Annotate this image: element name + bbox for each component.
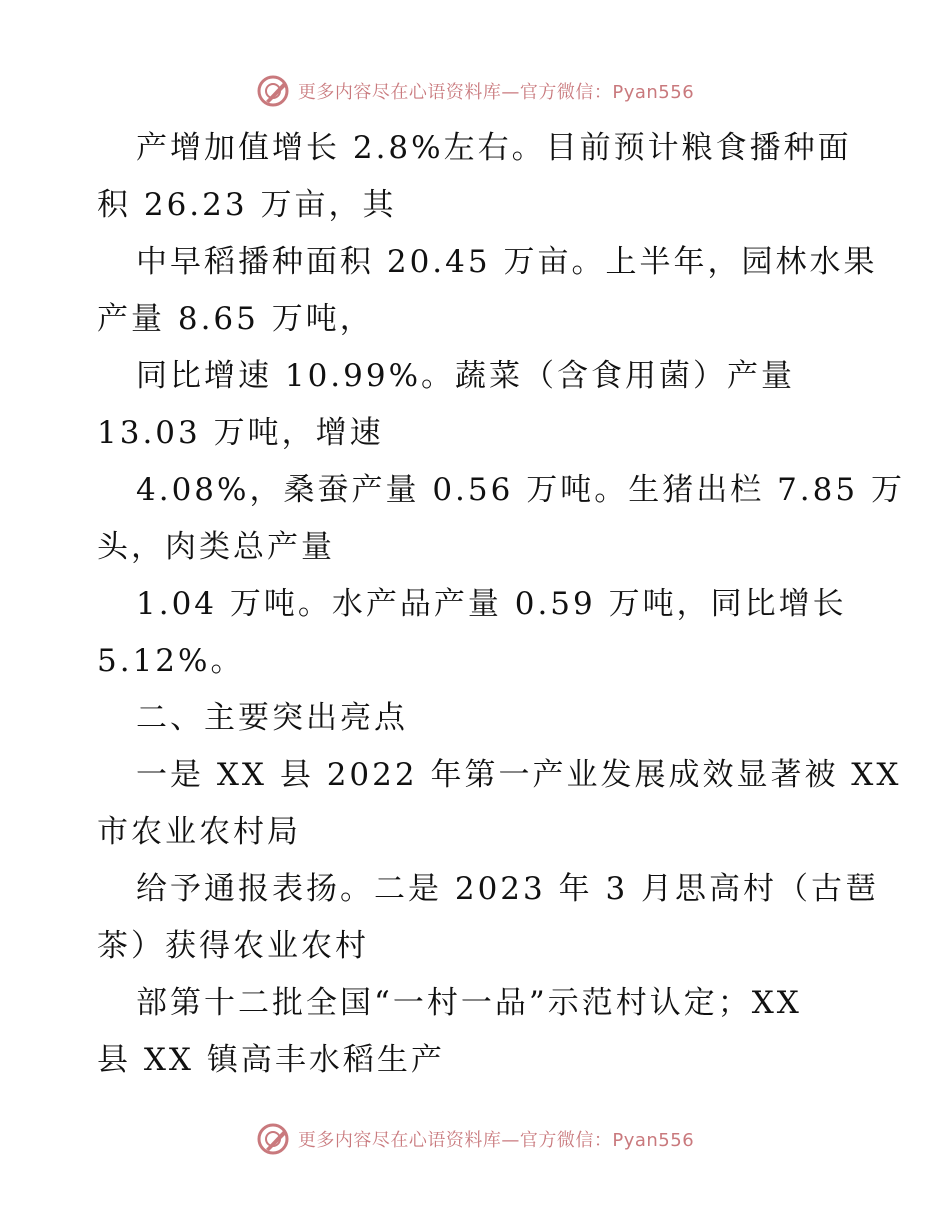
document-body: [97, 120, 905, 1089]
text-line: 给予通报表扬。二是 2023 年 3 月思高村（古琶: [136, 871, 880, 907]
text-line: 产增加值增长 2.8%左右。目前预计粮食播种面: [136, 130, 852, 166]
watermark-text: 更多内容尽在心语资料库—官方微信：Pyan556: [297, 1130, 695, 1151]
text-line: 1.04 万吨。水产品产量 0.59 万吨，同比增长: [136, 586, 847, 622]
text-line: 市农业农村局: [97, 814, 301, 850]
text-line: 产量 8.65 万吨，: [97, 301, 374, 337]
watermark-logo-icon: [256, 1122, 290, 1156]
watermark-footer: [0, 1119, 950, 1159]
section-heading: 二、主要突出亮点: [136, 700, 408, 736]
text-line: 部第十二批全国“一村一品”示范村认定；XX: [136, 985, 802, 1021]
text-line: 4.08%，桑蚕产量 0.56 万吨。生猪出栏 7.85 万: [136, 472, 905, 508]
text-line: 县 XX 镇高丰水稻生产: [97, 1042, 445, 1078]
watermark-text: 更多内容尽在心语资料库—官方微信：Pyan556: [297, 82, 695, 103]
text-line: 头，肉类总产量: [97, 529, 335, 565]
text-line: 茶）获得农业农村: [97, 928, 369, 964]
text-line: 一是 XX 县 2022 年第一产业发展成效显著被 XX: [136, 757, 902, 793]
text-line: 5.12%。: [97, 643, 245, 679]
text-line: 积 26.23 万亩，其: [97, 187, 397, 223]
text-line: 同比增速 10.99%。蔬菜（含食用菌）产量: [136, 358, 796, 394]
watermark-header: [0, 71, 950, 111]
text-line: 中早稻播种面积 20.45 万亩。上半年，园林水果: [136, 244, 878, 280]
text-line: 13.03 万吨，增速: [97, 415, 384, 451]
watermark-logo-icon: [256, 74, 290, 108]
